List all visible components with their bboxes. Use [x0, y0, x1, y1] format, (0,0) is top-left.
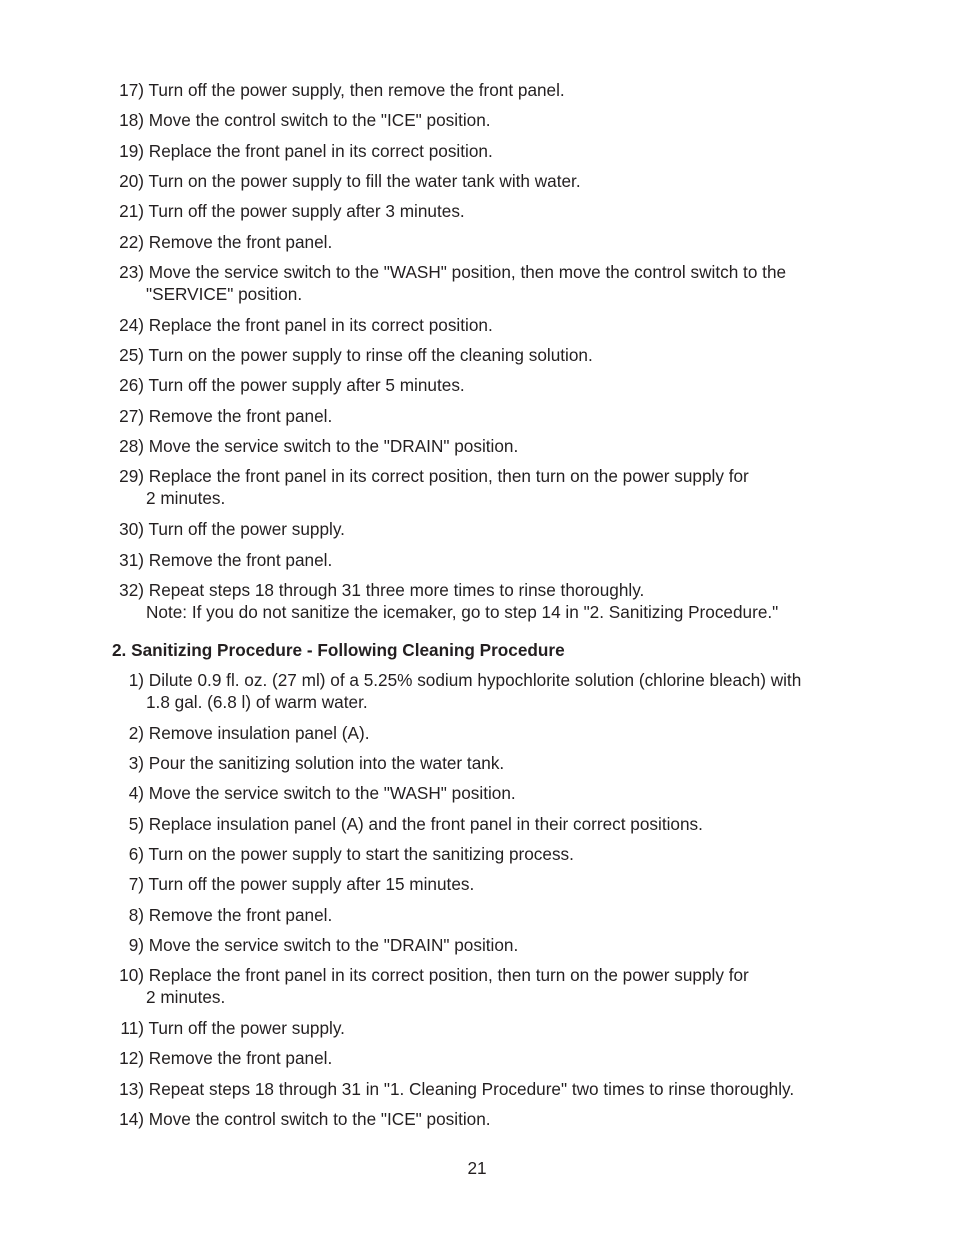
step-text: Replace the front panel in its correct position, then turn on the power supply for: [148, 466, 749, 486]
sanitizing-step-10: [112, 964, 872, 1008]
sanitizing-step-12: [112, 1047, 872, 1069]
step-number: 25): [119, 345, 144, 365]
cleaning-step-27: [112, 405, 872, 427]
step-number: 4): [128, 783, 144, 803]
sanitizing-step-2: [112, 722, 872, 744]
step-text: Turn off the power supply after 3 minutes.: [148, 201, 465, 221]
step-number: 12): [119, 1048, 144, 1068]
cleaning-step-19: [112, 140, 872, 162]
cleaning-step-20: [112, 170, 872, 192]
step-number: 23): [119, 262, 144, 282]
step-continuation: 1.8 gal. (6.8 l) of warm water.: [146, 692, 368, 712]
sanitizing-step-13: [112, 1078, 872, 1100]
page-number: 21: [467, 1158, 487, 1178]
step-number: 6): [128, 844, 144, 864]
step-number: 18): [119, 110, 144, 130]
step-continuation: "SERVICE" position.: [146, 284, 303, 304]
sanitizing-step-1: [112, 669, 872, 713]
step-text: Turn off the power supply.: [148, 1018, 345, 1038]
step-number: 10): [119, 965, 144, 985]
step-text: Move the control switch to the "ICE" position.: [148, 1109, 491, 1129]
cleaning-step-24: [112, 314, 872, 336]
step-number: 3): [128, 753, 144, 773]
step-number: 14): [119, 1109, 144, 1129]
step-number: 19): [119, 141, 144, 161]
step-text: Move the control switch to the "ICE" position.: [148, 110, 491, 130]
step-number: 20): [119, 171, 144, 191]
step-number: 26): [119, 375, 144, 395]
step-text: Turn on the power supply to start the sanitizing process.: [148, 844, 574, 864]
sanitizing-step-6: [112, 843, 872, 865]
step-text: Replace the front panel in its correct position.: [148, 315, 493, 335]
cleaning-step-32: [112, 579, 872, 623]
cleaning-step-23: [112, 261, 872, 305]
step-continuation: 2 minutes.: [146, 488, 226, 508]
step-text: Replace the front panel in its correct position, then turn on the power supply for: [148, 965, 749, 985]
step-number: 21): [119, 201, 144, 221]
cleaning-step-26: [112, 374, 872, 396]
step-number: 24): [119, 315, 144, 335]
step-number: 2): [128, 723, 144, 743]
step-text: Move the service switch to the "DRAIN" position.: [148, 935, 519, 955]
sanitizing-step-11: [112, 1017, 872, 1039]
step-text: Turn off the power supply after 5 minutes.: [148, 375, 465, 395]
step-number: 32): [119, 580, 144, 600]
step-text: Replace the front panel in its correct position.: [148, 141, 493, 161]
cleaning-step-17: [112, 79, 872, 101]
step-text: Dilute 0.9 fl. oz. (27 ml) of a 5.25% sodium hypochlorite solution (chlorine bleach) with: [148, 670, 802, 690]
cleaning-step-22: [112, 231, 872, 253]
cleaning-step-31: [112, 549, 872, 571]
step-number: 22): [119, 232, 144, 252]
cleaning-step-30: [112, 518, 872, 540]
step-text: Turn on the power supply to rinse off the cleaning solution.: [148, 345, 593, 365]
step-text: Turn off the power supply after 15 minutes.: [148, 874, 475, 894]
sanitizing-step-4: [112, 782, 872, 804]
cleaning-step-21: [112, 200, 872, 222]
step-number: 13): [119, 1079, 144, 1099]
step-number: 5): [128, 814, 144, 834]
step-text: Remove insulation panel (A).: [148, 723, 370, 743]
step-text: Replace insulation panel (A) and the front panel in their correct positions.: [148, 814, 703, 834]
step-text: Remove the front panel.: [148, 550, 333, 570]
step-number: 9): [128, 935, 144, 955]
sanitizing-step-7: [112, 873, 872, 895]
step-text: Remove the front panel.: [148, 232, 333, 252]
step-text: Repeat steps 18 through 31 three more times to rinse thoroughly.: [148, 580, 645, 600]
step-number: 7): [128, 874, 144, 894]
step-number: 11): [120, 1018, 144, 1038]
step-number: 27): [119, 406, 144, 426]
step-number: 8): [128, 905, 144, 925]
step-text: Remove the front panel.: [148, 905, 333, 925]
step-continuation: 2 minutes.: [146, 987, 226, 1007]
sanitizing-step-9: [112, 934, 872, 956]
step-text: Turn off the power supply.: [148, 519, 345, 539]
step-number: 30): [119, 519, 144, 539]
sanitizing-step-8: [112, 904, 872, 926]
sanitizing-step-3: [112, 752, 872, 774]
section-heading: 2. Sanitizing Procedure - Following Cleaning Procedure: [112, 640, 565, 660]
step-number: 1): [128, 670, 144, 690]
cleaning-step-25: [112, 344, 872, 366]
step-text: Move the service switch to the "DRAIN" position.: [148, 436, 519, 456]
step-text: Move the service switch to the "WASH" position.: [148, 783, 516, 803]
step-text: Pour the sanitizing solution into the water tank.: [148, 753, 505, 773]
step-number: 17): [119, 80, 144, 100]
step-text: Turn on the power supply to fill the water tank with water.: [148, 171, 581, 191]
step-number: 28): [119, 436, 144, 456]
step-text: Move the service switch to the "WASH" position, then move the control switch to the: [148, 262, 787, 282]
step-text: Turn off the power supply, then remove the front panel.: [148, 80, 565, 100]
step-note: Note: If you do not sanitize the icemaker, go to step 14 in "2. Sanitizing Procedure.": [146, 602, 779, 622]
step-text: Remove the front panel.: [148, 406, 333, 426]
step-text: Repeat steps 18 through 31 in "1. Cleaning Procedure" two times to rinse thoroughly.: [148, 1079, 795, 1099]
step-text: Remove the front panel.: [148, 1048, 333, 1068]
step-number: 31): [119, 550, 144, 570]
cleaning-step-29: [112, 465, 872, 509]
cleaning-step-18: [112, 109, 872, 131]
sanitizing-step-5: [112, 813, 872, 835]
cleaning-step-28: [112, 435, 872, 457]
step-number: 29): [119, 466, 144, 486]
sanitizing-step-14: [112, 1108, 872, 1130]
